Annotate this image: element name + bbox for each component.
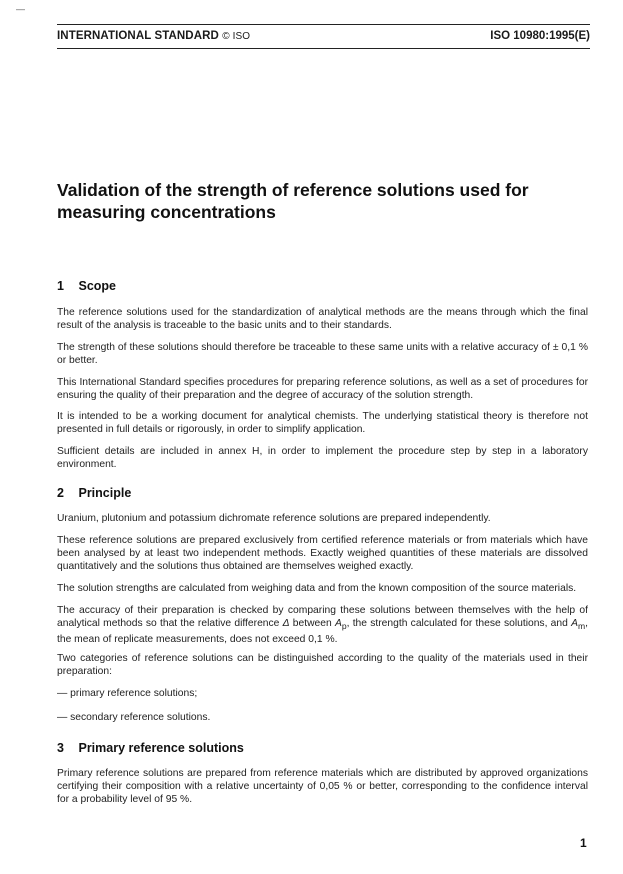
para-text: between <box>289 618 335 630</box>
section-heading-primary-reference-solutions <box>57 741 244 755</box>
section-title: Principle <box>78 486 132 500</box>
section-title: Primary reference solutions <box>78 741 244 755</box>
symbol-a: A <box>571 618 578 630</box>
principle-paragraph-4 <box>57 604 588 647</box>
para-text: The accuracy of their preparation is checked by comparing these solutions between themselves with the help of analytical methods so that the relative difference <box>57 605 588 630</box>
header-standard-label: INTERNATIONAL STANDARD <box>57 30 219 42</box>
header-bottom-rule <box>57 48 590 49</box>
principle-paragraph-5: Two categories of reference solutions can be distinguished according to the quality of the materials used in their preparation: <box>57 653 588 678</box>
scope-paragraph-5: Sufficient details are included in annex H, in order to implement the procedure step by step in a laboratory environment. <box>57 446 588 471</box>
list-item: — primary reference solutions; <box>57 688 198 699</box>
principle-paragraph-3: The solution strengths are calculated from weighing data and from the known composition of the source materials. <box>57 583 577 594</box>
para-text: , the mean of replicate measurements, does not exceed 0,1 %. <box>57 618 588 646</box>
section-number: 2 <box>57 486 64 500</box>
delta-symbol: Δ <box>282 618 290 630</box>
scope-paragraph-4: It is intended to be a working document for analytical chemists. The underlying statistical theory is therefore not presented in full details or rigorously, in order to simplify application. <box>57 411 588 436</box>
corner-mark: — <box>16 4 25 14</box>
header-copyright: © ISO <box>222 31 251 42</box>
section-number: 1 <box>57 279 64 293</box>
subscript-m: m <box>577 621 586 632</box>
symbol-a: A <box>334 618 342 630</box>
section-heading-principle <box>57 486 131 500</box>
section-title: Scope <box>78 279 116 293</box>
section-number: 3 <box>57 741 64 755</box>
principle-paragraph-2: These reference solutions are prepared exclusively from certified reference materials or from materials which have been analysed by at least two independent methods. Exactly weighed quantities of these materials are dissolved quantitatively and the solutions thus obtained are themselves weighed exactly. <box>57 535 588 573</box>
scope-paragraph-3: This International Standard specifies procedures for preparing reference solutions, as well as a set of procedures for ensuring the quality of their preparation and the degree of accuracy of the solution strength. <box>57 377 588 402</box>
list-item: — secondary reference solutions. <box>57 712 211 723</box>
section-heading-scope <box>57 279 116 293</box>
scope-paragraph-1: The reference solutions used for the standardization of analytical methods are the means through which the final result of the analysis is traceable to the basic units and to their standards. <box>57 307 588 332</box>
primary-paragraph-1: Primary reference solutions are prepared from reference materials which are distributed by approved organizations certifying their composition with a relative uncertainty of 0,05 % or better, corresponding to the confidence interval for a probability level of 95 %. <box>57 768 588 806</box>
scope-paragraph-2: The strength of these solutions should therefore be traceable to these same units with a relative accuracy of ± 0,1 % or better. <box>57 342 588 367</box>
header-document-id: ISO 10980:1995(E) <box>490 30 590 42</box>
header-left <box>57 30 250 42</box>
page-number: 1 <box>580 836 587 850</box>
header-top-rule <box>57 24 590 25</box>
running-header <box>57 30 590 42</box>
principle-paragraph-1: Uranium, plutonium and potassium dichromate reference solutions are prepared independently. <box>57 513 491 524</box>
document-title: Validation of the strength of reference solutions used for measuring concentrations <box>57 180 529 222</box>
para-text: , the strength calculated for these solutions, and <box>346 618 572 630</box>
subscript-p: p <box>341 621 347 632</box>
